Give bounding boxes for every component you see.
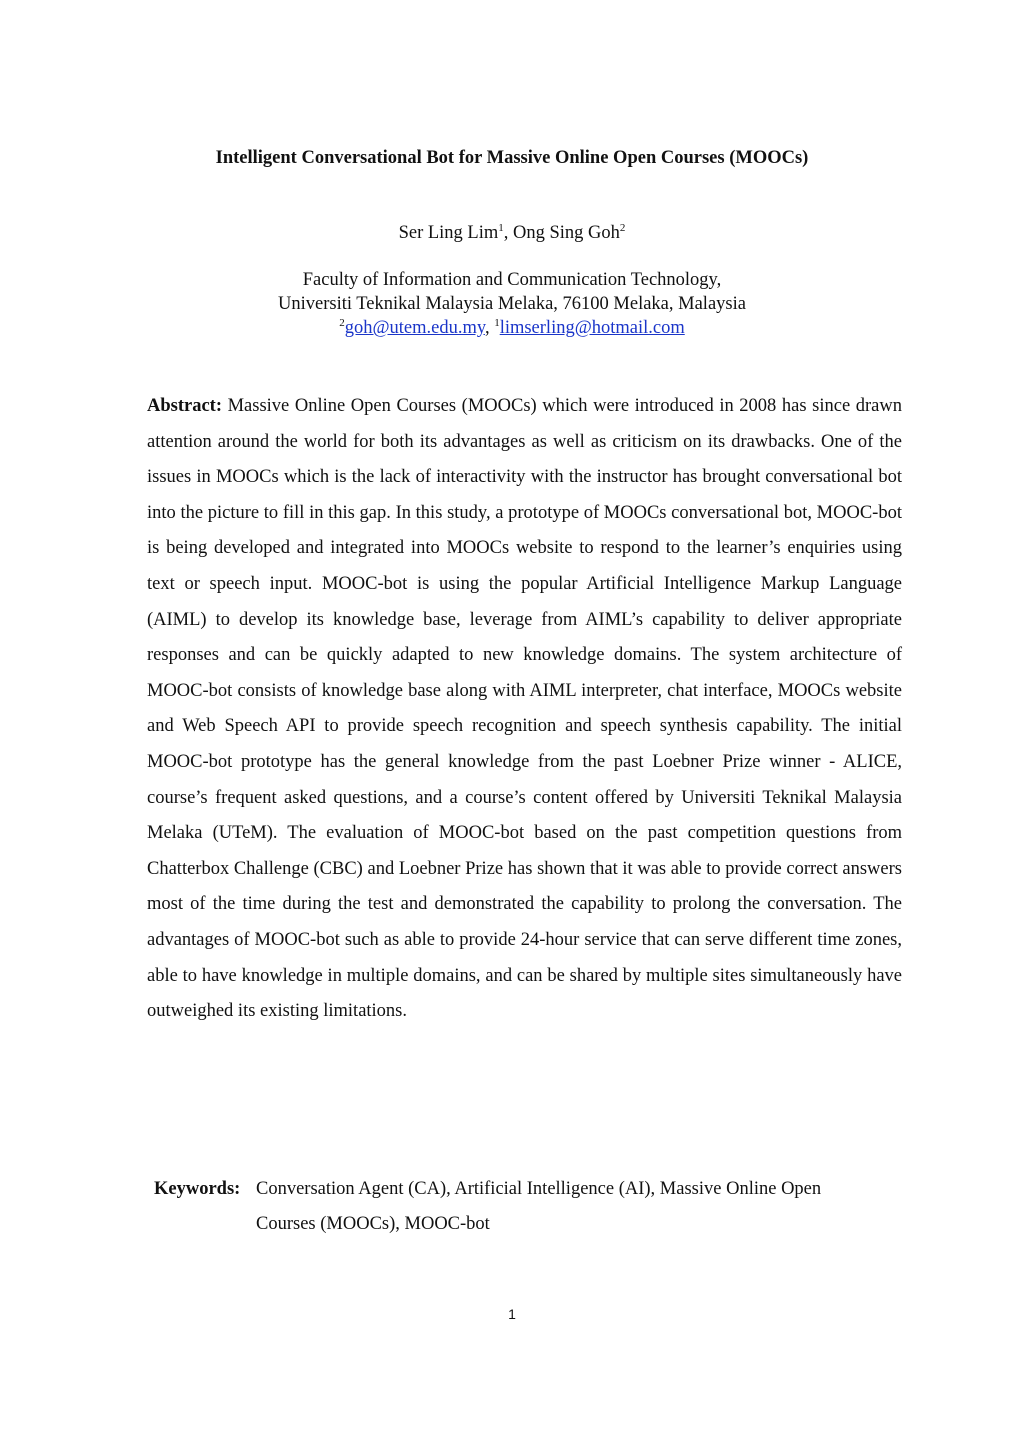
- keywords-block: [154, 1172, 914, 1242]
- email-marker: 1: [494, 316, 500, 329]
- author-separator: ,: [503, 223, 514, 243]
- keywords-label: Keywords:: [154, 1179, 241, 1199]
- email-link-lim[interactable]: limserling@hotmail.com: [499, 318, 685, 338]
- paper-title: Intelligent Conversational Bot for Massive Online Open Courses (MOOCs): [215, 148, 809, 168]
- page-number: 1: [508, 1306, 516, 1322]
- abstract-text: Massive Online Open Courses (MOOCs) which were introduced in 2008 has since drawn attention around the world for both its advantages as well as criticism on its drawbacks. One of the issues in MOOCs which is the lack of interactivity with the instructor has brought conversational bot into the picture to fill in this gap. In this study, a prototype of MOOCs conversational bot, MOOC-bot is being developed and integrated into MOOCs website to respond to the learner’s enquiries using text or speech input. MOOC-bot is using the popular Artificial Intelligence Markup Language (AIML) to develop its knowledge base, leverage from AIML’s capability to deliver appropriate responses and can be quickly adapted to new knowledge domains. The system architecture of MOOC-bot consists of knowledge base along with AIML interpreter, chat interface, MOOCs website and Web Speech API to provide speech recognition and speech synthesis capability. The initial MOOC-bot prototype has the general knowledge from the past Loebner Prize winner - ALICE, course’s frequent asked questions, and a course’s content offered by Universiti Teknikal Malaysia Melaka (UTeM). The evaluation of MOOC-bot based on the past competition questions from Chatterbox Challenge (CBC) and Loebner Prize has shown that it was able to provide correct answers most of the time during the test and demonstrated the capability to prolong the conversation. The advantages of MOOC-bot such as able to provide 24-hour service that can serve different time zones, able to have knowledge in multiple domains, and can be shared by multiple sites simultaneously have outweighed its existing limitations.: [147, 396, 902, 1022]
- author-name: Ser Ling Lim: [398, 223, 499, 243]
- keywords-row: [154, 1172, 914, 1242]
- abstract-label: Abstract:: [147, 396, 223, 416]
- affiliation-faculty: Faculty of Information and Communication Technology,: [302, 270, 722, 290]
- keywords-line: Conversation Agent (CA), Artificial Intelligence (AI), Massive Online Open: [256, 1179, 822, 1199]
- author-affiliation-marker: 1: [498, 221, 504, 234]
- email-marker: 2: [339, 316, 345, 329]
- affiliation-university: Universiti Teknikal Malaysia Melaka, 76100 Melaka, Malaysia: [278, 294, 746, 314]
- keywords-list: [256, 1172, 914, 1242]
- keywords-line: Courses (MOOCs), MOOC-bot: [256, 1214, 490, 1234]
- email-separator: ,: [484, 318, 495, 338]
- author-list: [0, 220, 1024, 246]
- author-name: Ong Sing Goh: [513, 223, 620, 243]
- affiliation-block: [0, 268, 1024, 340]
- abstract-paragraph: [147, 389, 902, 1030]
- email-link-goh[interactable]: goh@utem.edu.my: [344, 318, 485, 338]
- author-affiliation-marker: 2: [619, 221, 626, 234]
- email-line: [0, 316, 1024, 340]
